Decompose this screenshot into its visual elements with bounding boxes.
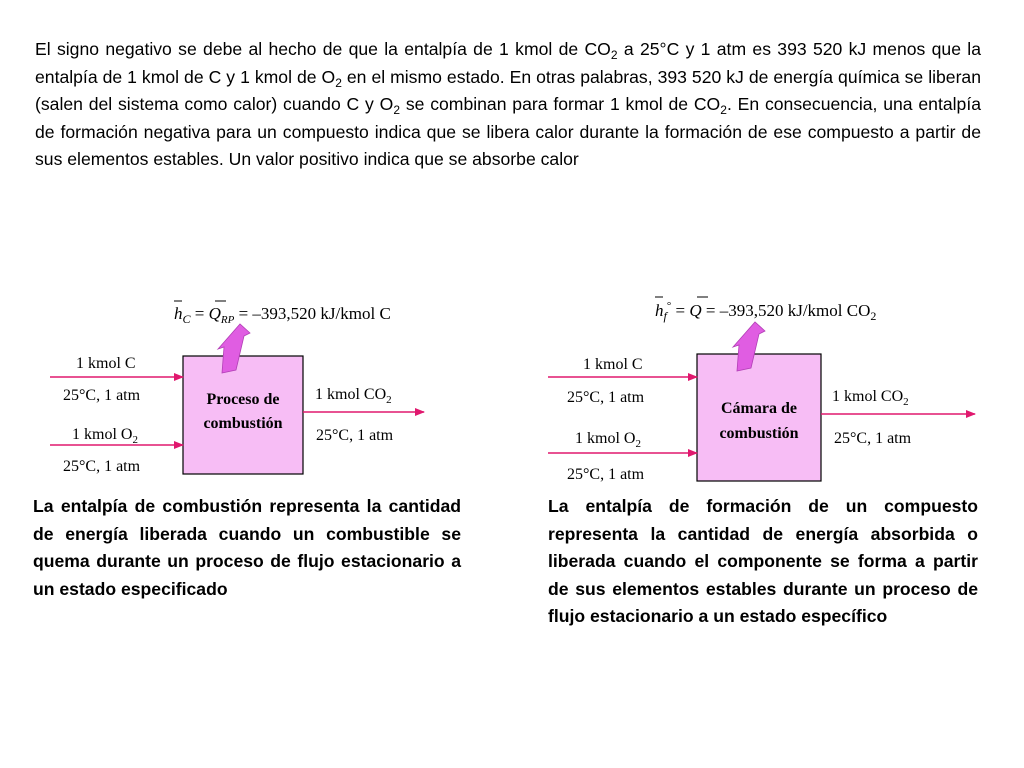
output-state-co2: 25°C, 1 atm [834, 430, 912, 447]
input-state-oxygen: 25°C, 1 atm [63, 458, 141, 475]
combustion-process-diagram [50, 301, 424, 475]
box-label-line2: combustión [719, 425, 799, 442]
input-label-carbon: 1 kmol C [583, 356, 643, 373]
box-label-line2: combustión [203, 415, 283, 432]
box-label-line1: Cámara de [721, 400, 797, 417]
combustion-chamber-diagram [548, 297, 975, 483]
input-state-carbon: 25°C, 1 atm [63, 387, 141, 404]
box-label-line1: Proceso de [206, 391, 280, 408]
input-label-carbon: 1 kmol C [76, 355, 136, 372]
caption-combustion-enthalpy: La entalpía de combustión representa la cantidad de energía liberada cuando un combustible se quema durante un proceso de flujo estacionario a un estado especificado [33, 496, 461, 599]
combustion-chamber-box [697, 354, 821, 481]
output-label-co2: 1 kmol $CO_2$ [315, 386, 392, 406]
intro-paragraph: El signo negativo se debe al hecho de que la entalpía de 1 kmol de $CO_2$ a 25°C y 1 atm es 393 520 kJ menos que la entalpía de 1 kmol de C y 1 kmol de $O_2$ en el mismo estado. En otras palabras, 393 520 kJ de energía química se liberan (salen del sistema como calor) cuando C y $O_2$ se combinan para formar 1 kmol de $CO_2$. En consecuencia, una entalpía de formación negativa para un compuesto indica que se libera calor durante la formación de ese compuesto a partir de sus elementos estables. Un valor positivo indica que se absorbe calor [35, 39, 982, 169]
output-state-co2: 25°C, 1 atm [316, 427, 394, 444]
output-label-co2: 1 kmol $CO_2$ [832, 388, 909, 408]
input-label-oxygen: 1 kmol $O_2$ [72, 426, 138, 446]
input-state-carbon: 25°C, 1 atm [567, 389, 645, 406]
right-equation: $h_f^\circ = Q = -393,520$ kJ/kmol $CO_2$ [655, 300, 877, 323]
caption-formation-enthalpy: La entalpía de formación de un compuesto representa la cantidad de energía absorbida o liberada cuando el componente se forma a partir de sus elementos estables durante un proceso de flujo estacionario a un estado específico [548, 496, 978, 627]
input-state-oxygen: 25°C, 1 atm [567, 466, 645, 483]
input-label-oxygen: 1 kmol $O_2$ [575, 430, 641, 450]
left-equation: $h_C = Q_{RP} = -393,520$ kJ/kmol C [174, 304, 391, 326]
